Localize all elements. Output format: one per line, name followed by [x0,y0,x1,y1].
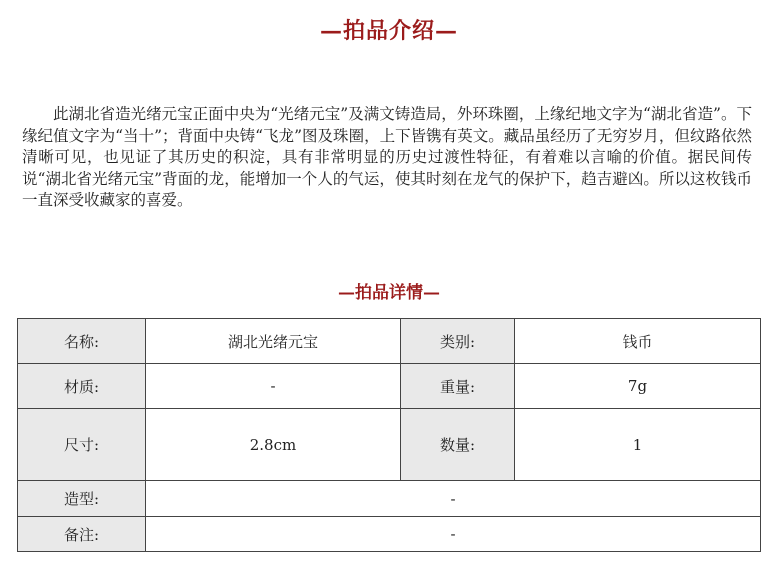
size-label: 尺寸: [18,409,146,481]
material-label: 材质: [18,364,146,409]
weight-value: 7g [515,364,761,409]
quantity-label: 数量: [401,409,515,481]
name-label: 名称: [18,319,146,364]
shape-value: - [146,481,761,517]
material-value: - [146,364,401,409]
details-title: —拍品详情— [338,283,440,303]
name-value: 湖北光绪元宝 [146,319,401,364]
table-row [18,319,761,364]
category-value: 钱币 [515,319,761,364]
details-table [17,318,761,552]
table-row [18,409,761,481]
table-row [18,517,761,552]
remark-value: - [146,517,761,552]
shape-label: 造型: [18,481,146,517]
remark-label: 备注: [18,517,146,552]
intro-paragraph: 此湖北省造光绪元宝正面中央为“光绪元宝”及满文铸造局，外环珠圈，上缘纪地文字为“湖北省造”。下缘纪值文字为“当十”；背面中央铸“飞龙”图及珠圈，上下皆镌有英文。藏品虽经历了无穷岁月，但纹路依然清晰可见，也见证了其历史的积淀，具有非常明显的历史过渡性特征，有着难以言喻的价值。据民间传说“湖北省光绪元宝”背面的龙，能增加一个人的气运，使其时刻在龙气的保护下，趋吉避凶。所以这枚钱币一直深受收藏家的喜爱。 [22,105,752,209]
table-row [18,481,761,517]
weight-label: 重量: [401,364,515,409]
quantity-value: 1 [515,409,761,481]
table-row [18,364,761,409]
category-label: 类别: [401,319,515,364]
size-value: 2.8cm [146,409,401,481]
page-title: —拍品介绍— [319,18,458,44]
